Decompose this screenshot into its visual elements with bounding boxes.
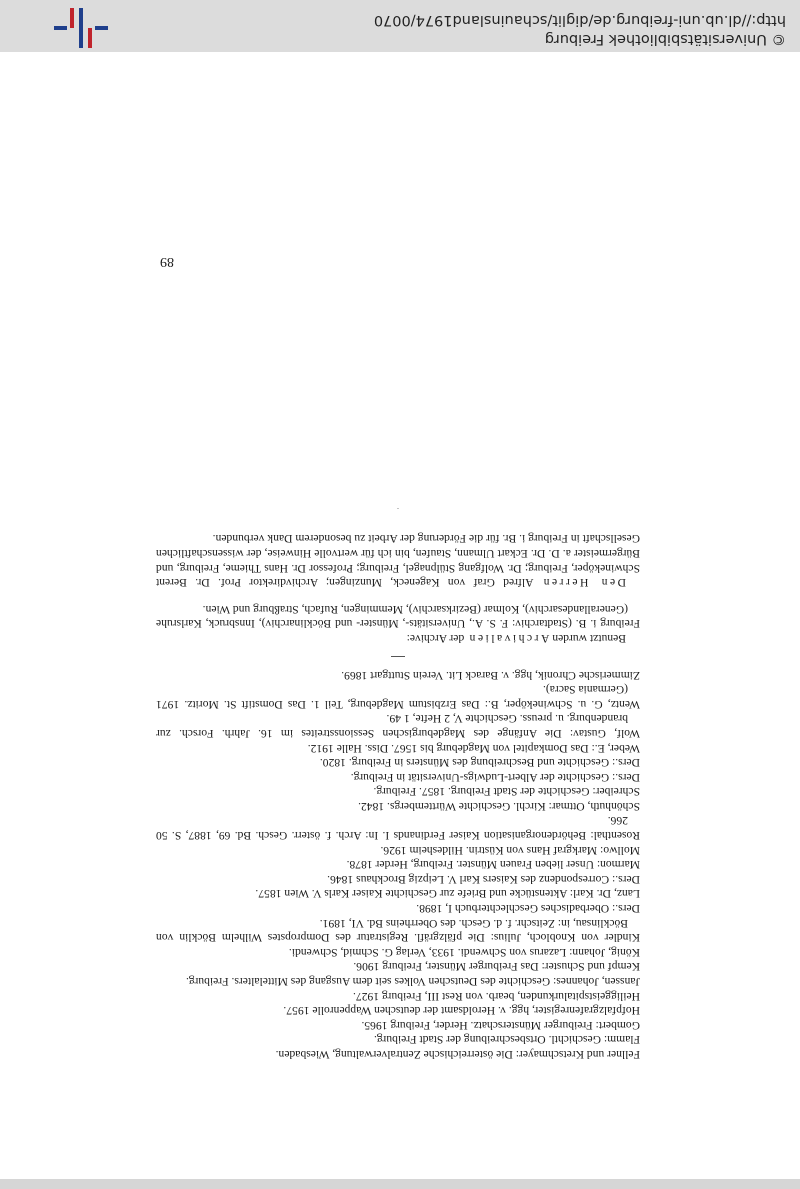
page-number: 89 (160, 254, 174, 269)
bibliography-entry: Janssen, Johannes: Geschichte des Deutschen Volkes seit dem Ausgang des Mittelalters. Freiburg. (185, 975, 640, 989)
page-body (156, 502, 640, 1061)
bibliography-entry: Ders.: Geschichte der Albert-Ludwigs-Universität in Freiburg. (350, 770, 640, 784)
banner-text (374, 10, 786, 48)
bibliography-entry: Flamm: Geschichtl. Ortsbeschreibung der Stadt Freiburg. (373, 1033, 640, 1047)
archives-intro-suffix: der Archive: (406, 631, 465, 645)
bibliography-entry: Ders.: Correspondenz des Kaisers Karl V. Leipzig Brockhaus 1846. (327, 872, 640, 886)
bibliography-entry: Rosenthal: Behördenorganisation Kaiser Ferdinands I. In: Arch. f. österr. Gesch. Bd. 69, 1887, S. 50 266. (156, 814, 640, 843)
library-banner (0, 0, 800, 52)
bibliography-entry: Marmon: Unser lieben Frauen Münster. Freiburg, Herder 1878. (346, 858, 640, 872)
institution-label: © Universitätsbibliothek Freiburg (544, 31, 786, 47)
bibliography-entry: Wolf, Gustav: Die Anfänge des Magdeburgischen Sessionsstreites im 16. Jahrh. Forsch. zur brandenburg. u. preuss. Geschichte V, 2 Hefte, 1 49. (156, 712, 640, 740)
bibliography-entry: Heiliggeistspitalurkunden, bearb. von Rest III, Freiburg 1927. (352, 989, 640, 1003)
bibliography-entry: Lanz, Dr. Karl: Aktenstücke und Briefe zur Geschichte Kaiser Karls V. Wien 1857. (255, 887, 640, 901)
bibliography-entry: Zimmerische Chronik, hgg. v. Barack Lit. Verein Stuttgart 1869. (341, 668, 640, 682)
bibliography-entry: Fellner und Kretschmayer: Die österreichische Zentralverwaltung, Wiesbaden. (275, 1048, 640, 1061)
bibliography-entry: Schönhuth, Ottmar: Kirchl. Geschichte Württembergs. 1842. (358, 799, 640, 813)
archives-intro-spaced: Archivalien (467, 631, 550, 645)
bibliography-entry: Hofpfalzgrafenregister, hgg. v. Heroldsamt der deutschen Wappenrolle 1957. (283, 1004, 640, 1018)
bibliography-entry: Gombert: Freiburger Münsterschatz. Herder, Freiburg 1965. (361, 1018, 640, 1032)
permalink-url[interactable]: http://dl.ub.uni-freiburg.de/diglit/schauinsland1974/0070 (373, 12, 786, 28)
bibliography-entry: Weber, E.: Das Domkapitel von Magdeburg bis 1567. Diss. Halle 1912. (307, 741, 640, 755)
archives-list: Freiburg i. B. (Stadtarchiv: F. S. A., Universitäts-, Münster- und Böcklinarchiv), Innsbruck, Karlsruhe (Generallandesarchiv), Kolmar (Bezirksarchiv), Memmingen, Rufach, Straßburg und Wien. (156, 602, 640, 631)
thanks-paragraph (156, 531, 640, 589)
bibliography-entry: Kempf und Schuster: Das Freiburger Münster, Freiburg 1906. (353, 960, 640, 974)
thanks-spaced: Den Herren (541, 576, 626, 590)
bibliography-entry: Ders.: Geschichte und Beschreibung des Münsters in Freiburg. 1820. (319, 756, 640, 770)
thanks-text: Alfred Graf von Kageneck, Munzingen; Archivdirektor Prof. Dr. Berent Schwineköper, Freiburg; Dr. Wolfgang Stülpnagel, Freiburg; Professor Dr. Hans Thieme, Freiburg, und Bürgermeister a. D. Dr. Eckart Ulmann, Staufen, bin ich für wertvolle Hinweise, der wissenschaftlichen Gesellschaft in Freiburg i. Br. für die Förderung der Arbeit zu besonderem Dank verbunden. (156, 532, 640, 590)
page-edge-strip (0, 1179, 800, 1189)
ub-freiburg-logo-icon (52, 6, 112, 50)
section-divider (391, 656, 405, 657)
bibliography-entry: Wentz, G. u. Schwineköper, B.: Das Erzbistum Magdeburg, Teil 1. Das Domstift St. Moritz. 1971 (Germania Sacra). (156, 683, 640, 711)
bibliography-list (156, 667, 640, 1061)
ornament-dot: . (397, 505, 399, 515)
bibliography-entry: Ders.: Oberbadisches Geschlechterbuch I, 1898. (416, 902, 640, 916)
bibliography-entry: Kindler von Knobloch, Julius: Die pfälzgräfl. Registratur des Dompropstes Wilhelm Böcklin von Böcklinsau, in: Zeitschr. f. d. Gesch. des Oberrheins Bd. VI, 1891. (156, 916, 640, 945)
archives-paragraph (156, 630, 640, 645)
bibliography-entry: König, Johann: Lazarus von Schwendi. 1933, Verlag G. Schmid, Schwendi. (288, 945, 640, 959)
paragraph-gap (156, 589, 640, 601)
bibliography-entry: Schreiber: Geschichte der Stadt Freiburg. 1857. Freiburg. (373, 785, 640, 799)
bibliography-entry: Mollwo: Markgraf Hans von Küstrin. Hildesheim 1926. (380, 843, 640, 857)
archives-intro-prefix: Benutzt wurden (552, 631, 626, 645)
